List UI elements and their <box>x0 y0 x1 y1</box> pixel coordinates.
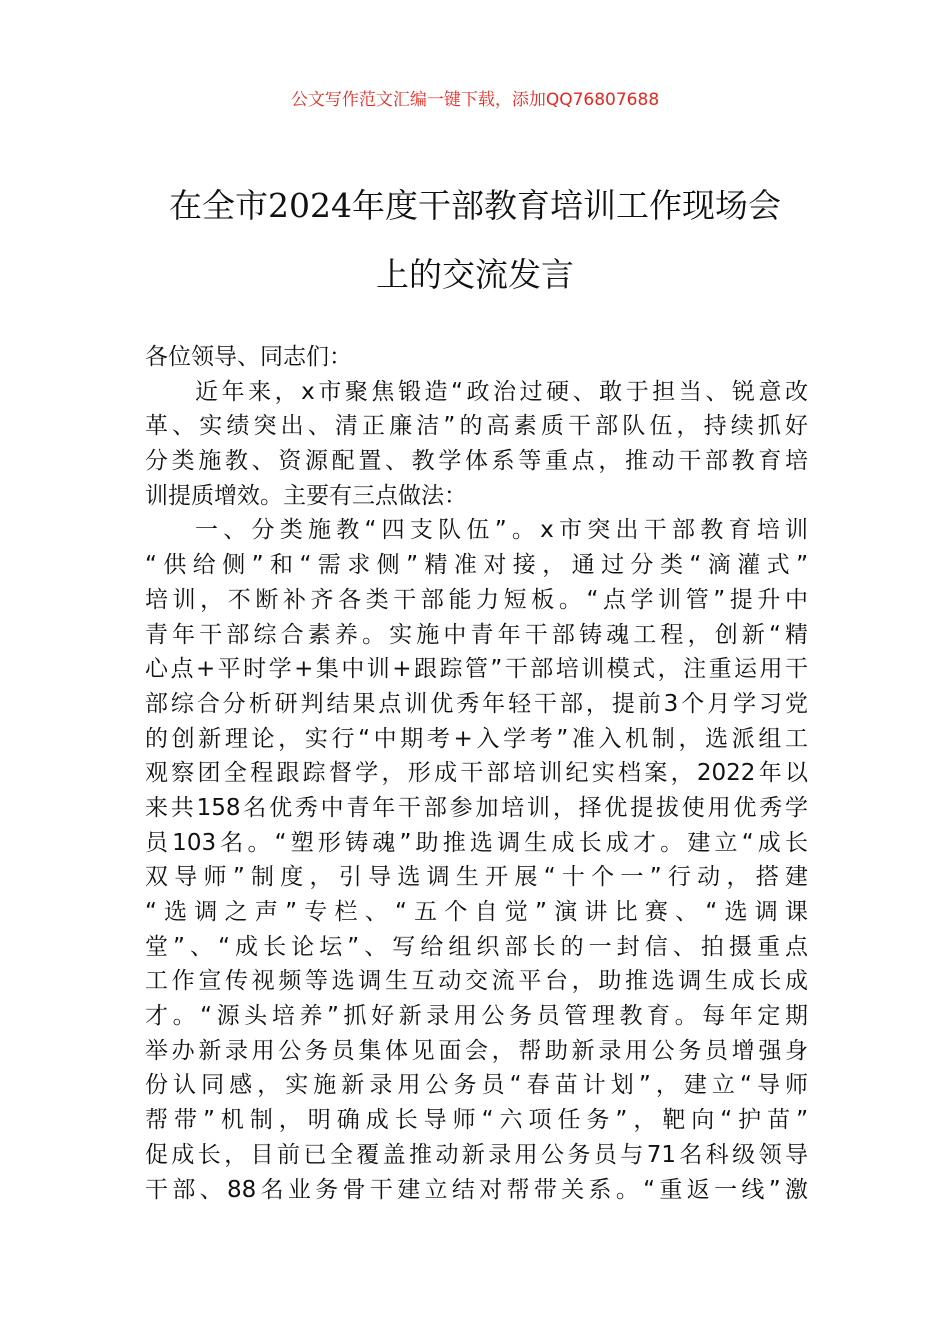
body-text-line: 近年来，x市聚焦锻造“政治过硬、敢于担当、锐意改 <box>195 378 808 405</box>
download-notice: 公文写作范文汇编一键下载，添加QQ76807688 <box>290 90 660 110</box>
body-text-line: 部综合分析研判结果点训优秀年轻干部，提前3个月学习党 <box>145 690 808 717</box>
body-text-line: 培训，不断补齐各类干部能力短板。“点学训管”提升中 <box>145 586 808 613</box>
body-text-line: 才。“源头培养”抓好新录用公务员管理教育。每年定期 <box>145 1003 808 1030</box>
body-text-line: 一、分类施教“四支队伍”。x市突出干部教育培训 <box>195 517 808 544</box>
document-title-line-1: 在全市2024年度干部教育培训工作现场会 <box>169 186 781 225</box>
body-text-line: 各位领导、同志们： <box>145 344 352 370</box>
body-text-line: 员103名。“塑形铸魂”助推选调生成长成才。建立“成长 <box>145 829 808 856</box>
body-text-line: 训提质增效。主要有三点做法： <box>145 482 467 509</box>
body-text-line: 心点+平时学+集中训+跟踪管”干部培训模式，注重运用干 <box>145 656 808 683</box>
body-text-line: 促成长，目前已全覆盖推动新录用公务员与71名科级领导 <box>145 1141 808 1168</box>
body-text-line: 堂”、“成长论坛”、写给组织部长的一封信、拍摄重点 <box>145 933 808 960</box>
body-text-line: 举办新录用公务员集体见面会，帮助新录用公务员增强身 <box>145 1037 808 1064</box>
body-text-line: 来共158名优秀中青年干部参加培训，择优提拔使用优秀学 <box>145 794 808 821</box>
body-text-line: 青年干部综合素养。实施中青年干部铸魂工程，创新“精 <box>145 621 808 648</box>
document-body <box>145 340 808 1207</box>
body-text-line: 革、实绩突出、清正廉洁”的高素质干部队伍，持续抓好 <box>145 413 808 440</box>
body-text-line: 工作宣传视频等选调生互动交流平台，助推选调生成长成 <box>145 968 808 995</box>
body-text-line: 分类施教、资源配置、教学体系等重点，推动干部教育培 <box>145 448 808 475</box>
body-text-line: “选调之声”专栏、“五个自觉”演讲比赛、“选调课 <box>145 899 808 925</box>
body-text-line: “供给侧”和“需求侧”精准对接，通过分类“滴灌式” <box>145 552 808 579</box>
document-title-line-2: 上的交流发言 <box>376 255 574 294</box>
body-text-line: 观察团全程跟踪督学，形成干部培训纪实档案，2022年以 <box>145 760 808 787</box>
body-text-line: 的创新理论，实行“中期考+入学考”准入机制，选派组工 <box>145 725 808 752</box>
body-text-line: 帮带”机制，明确成长导师“六项任务”，靶向“护苗” <box>145 1107 808 1134</box>
body-text-line: 双导师”制度，引导选调生开展“十个一”行动，搭建 <box>145 864 808 891</box>
body-text-line: 干部、88名业务骨干建立结对帮带关系。“重返一线”激 <box>145 1176 808 1203</box>
body-text-line: 份认同感，实施新录用公务员“春苗计划”，建立“导师 <box>145 1072 808 1099</box>
